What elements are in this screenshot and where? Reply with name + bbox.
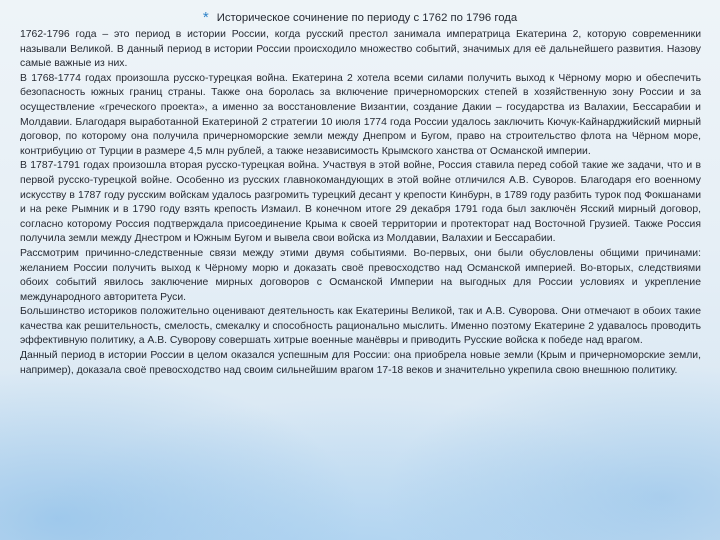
bullet-icon: * xyxy=(202,9,209,26)
essay-paragraph: 1762-1796 года – это период в истории России, когда русский престол занимала императрица Екатерина 2, которую современники называли Великой. В данный период в истории России происходило множество событий, значимых для её дальнейшего развития. Назову самые важные из них. xyxy=(20,29,701,70)
essay-paragraph: В 1787-1791 годах произошла вторая русско-турецкая война. Участвуя в этой войне, Россия ставила перед собой такие же задачи, что и в первой русско-турецкой войне. Особенно из русских главнокомандующих в этой войне отличился А.В. Суворов. Благодаря его военному искусству в 1787 году русским войскам удалось разгромить турецкий десант у крепости Кинбурн, в 1789 году разбить турок под Фокшанами и на реке Рымник и в 1790 году взять крепость Измаил. В конечном итоге 29 декабря 1791 года был заключён Ясский мирный договор, согласно которому Россия подтверждала присоединение Крыма к своей территории и протекторат над Восточной Грузией. Также Россия получила земли между Днестром и Южным Бугом и вывела свои войска из Молдавии, Валахии и Бессарабии. xyxy=(20,160,701,245)
essay-paragraph: В 1768-1774 годах произошла русско-турецкая война. Екатерина 2 хотела всеми силами получить выход к Чёрному морю и обеспечить безопасность южных границ страны. Также она боролась за включение причерноморских степей в хозяйственную зону России и за осуществление «греческого проекта», а именно за восстановление Византии, создание Дакии – государства из Валахии, Бессарабии и Молдавии. Благодаря выработанной Екатериной 2 стратегии 10 июля 1774 года России удалось заключить Кючук-Кайнарджийский мирный договор, по которому она получила причерноморские земли между Днепром и Бугом, право на строительство флота на Чёрном море, контрибуцию от Турции в размере 4,5 млн рублей, а также независимость Крымского ханства от Османской империи. xyxy=(20,72,701,157)
essay-paragraph: Большинство историков положительно оценивают деятельность как Екатерины Великой, так и А.В. Суворова. Они отмечают в обоих такие качества как решительность, смелость, смекалку и способность рационально мыслить. Именно поэтому Екатерине 2 удавалось проводить эффективную политику, а А.В. Суворову совершать хитрые военные манёвры и приводить Русские войска к победе над врагом. xyxy=(20,306,701,347)
essay-paragraph: Данный период в истории России в целом оказался успешным для России: она приобрела новые земли (Крым и причерноморские земли, например), доказала своё превосходство над своим сильнейшим врагом 17-18 веков и значительно укрепила свою внешнюю политику. xyxy=(20,350,701,376)
essay-paragraph: Рассмотрим причинно-следственные связи между этими двумя событиями. Во-первых, они были обусловлены общими причинами: желанием России получить выход к Чёрному морю и доказать своё превосходство над Османской империей. Во-вторых, следствиями обоих событий явилось заключение мирных договоров с Османской Империи на выгодных для России условиях и укрепление международного авторитета Руси. xyxy=(20,247,701,303)
title-text: Историческое сочинение по периоду с 1762 по 1796 года xyxy=(216,12,518,24)
slide-title xyxy=(0,11,720,25)
essay-body xyxy=(20,28,701,378)
